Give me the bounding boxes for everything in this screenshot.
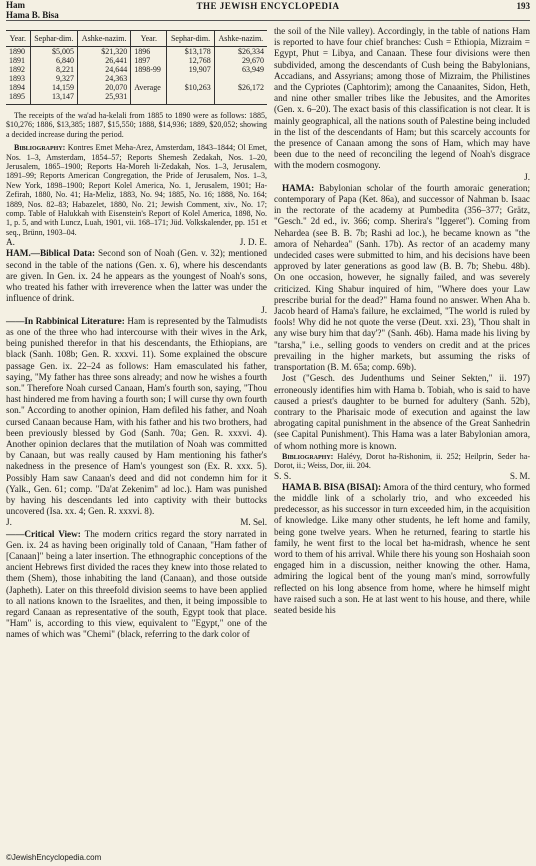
signature-left: J.	[6, 517, 12, 528]
signature-right: M. Sel.	[240, 517, 267, 528]
table-cell	[214, 74, 267, 83]
table-cell: $26,172	[214, 83, 267, 92]
left-column	[6, 26, 267, 641]
header-entry-last: Hama B. Bisa	[6, 10, 59, 20]
subhead-biblical: —Biblical Data:	[30, 248, 96, 259]
ham-biblical-text: Second son of Noah (Gen. v. 32); mentioned second in the table of the nations (Gen. x. 6), where his descendants are given. In Gen. ix. 24 he appears as the youngest of Noah's sons, who treated his father with irreverence when the latter was under the influence of drink.	[6, 248, 268, 304]
signature-right: S. M.	[509, 470, 530, 481]
table-row	[6, 65, 267, 74]
bibliography-label: Bibliography:	[282, 451, 334, 461]
signature-right: J. D. E.	[239, 237, 267, 248]
table-cell: 1895	[6, 92, 30, 105]
table-cell: 24,644	[78, 65, 131, 74]
th-sephardim-1: Sephar-dim.	[30, 31, 77, 47]
signature-critical: J.	[524, 171, 530, 182]
table-row	[6, 83, 267, 92]
header-entry-first: Ham	[6, 0, 25, 10]
table-cell	[167, 92, 214, 105]
receipts-table	[6, 30, 267, 105]
table-cell: 19,907	[167, 65, 214, 74]
ham-critical-paragraph	[6, 529, 267, 641]
table-note: The receipts of the wa'ad ha-kelali from 1885 to 1890 were as follows: 1885, $10,276; 1886, $13,385; 1887, $15,550; 1888, $14,936; 1889, $20,052; showing a decided increase during the period.	[6, 111, 267, 139]
th-ashkenazim-2: Ashke-nazim.	[214, 31, 267, 47]
table-cell: 1894	[9, 83, 25, 92]
subhead-rabbinical: ——In Rabbinical Literature:	[6, 315, 125, 326]
bibliography-halukkah	[6, 143, 267, 237]
table-cell: 24,363	[78, 74, 131, 83]
running-header	[6, 0, 530, 20]
table-row	[6, 56, 267, 65]
table-cell: 20,070	[78, 83, 131, 92]
table-row	[6, 74, 267, 83]
table-cell: 8,221	[30, 65, 77, 74]
entry-title-hama: HAMA:	[282, 182, 315, 193]
table-cell: 29,670	[214, 56, 267, 65]
signature-left: S. S.	[274, 470, 292, 481]
table-cell: $10,263	[167, 83, 214, 92]
receipts-table-header	[6, 31, 267, 47]
bibliography-hama	[274, 452, 530, 471]
right-column	[274, 26, 530, 616]
th-year-1: Year.	[6, 31, 30, 47]
signature-biblical: J.	[261, 304, 267, 315]
copyright-footer: ©JewishEncyclopedia.com	[6, 853, 102, 862]
table-cell: $26,334	[214, 47, 267, 57]
ham-critical-text-left: The modern critics regard the story narrated in Gen. ix. 24 as having been originally told of Canaan, "Ham father of [Canaan]" being a later insertion. The ethnographic conceptions of the ancient Hebrews first divided the races they knew into those related to them (Shem), those inhabiting the land (Canaan), and those outside (Japheth). Later on this threefold division seems to have been applied to all nations known to the Israelites, and then, it being impossible to regard Canaan as representative of the south, Egypt took that place. "Ham" is, according to this view, equivalent to "Egypt," one of the names of which was "Chemi" (black, referring to the dark color of	[6, 528, 267, 640]
table-cell: 1893	[9, 74, 25, 83]
table-cell: 1896	[131, 47, 167, 57]
table-cell: 63,949	[214, 65, 267, 74]
table-cell: 1890	[9, 47, 25, 56]
table-cell	[131, 74, 167, 83]
header-rule	[6, 20, 530, 21]
table-cell: 1892	[9, 65, 25, 74]
header-journal-title: THE JEWISH ENCYCLOPEDIA	[196, 1, 340, 11]
th-sephardim-2: Sephar-dim.	[167, 31, 214, 47]
table-cell: 1898-99	[131, 65, 167, 74]
table-cell: 14,159	[30, 83, 77, 92]
table-cell: 1891	[9, 56, 25, 65]
bibliography-label: Bibliography:	[14, 143, 66, 153]
header-page-number: 193	[516, 1, 530, 11]
hama-bisa-paragraph	[274, 482, 530, 616]
signature-halukkah	[6, 237, 267, 248]
ham-rabbinical-paragraph	[6, 316, 267, 518]
table-row	[6, 47, 267, 57]
ham-biblical-paragraph	[6, 248, 267, 304]
table-cell: $13,178	[167, 47, 214, 57]
signature-left: A.	[6, 237, 15, 248]
table-cell: 1897	[131, 56, 167, 65]
table-row	[6, 92, 267, 105]
hama-paragraph	[274, 183, 530, 373]
ham-rabbinical-text: Ham is represented by the Talmudists as one of the three who had intercourse with their wives in the Ark, being punished therefor in that his descendants, the Ethiopians, are black (Sanh. 108b; Gen. R. xxxvi. 11). Some explained the obscure passage Gen. ix. 22–24 as follows: Ham emasculated his father, saying, "My father has three sons already; and now he wishes a fourth son." Therefore Noah cursed Canaan, Ham's fourth son, saying, "Thou hast hindered me from having a fourth son; I will curse thy own fourth son." According to another opinion, Ham defiled his father, and Noah cursed Canaan because Ham, with his father and his two brothers, had been previously blessed by God (Sanh. 70a; Gen. R. xxxvi. 4). Another opinion declares that the mutilation of Noah was committed by Canaan, but was really caused by Ham mentioning his father's nakedness in the presence of Ham's youngest son (Ex. R. xxx. 5). Possibly Ham saw Canaan's deed and did not condemn him for it (Yalk., Gen. 61; comp. "Da'at Zekenim" ad loc.). Ham was punished by having his descendants led into captivity with their buttocks uncovered (Isa. xx. 4; Gen. R. xxxvi. 8).	[6, 315, 268, 517]
table-cell	[214, 92, 267, 105]
hama-paragraph-2: Jost ("Gesch. des Judenthums und Seiner Sekten," ii. 197) erroneously identifies him with Hama b. Tobiah, who is said to have caused a priest's daughter to be burned for adultery (Sanh. 52b), contrary to the Pharisaic mode of execution and against the law abrogating capital punishment in the absence of the Great Sanhedrin (see Capital Punishment). This Hama was a later Babylonian amora, of whom nothing more is known.	[274, 373, 530, 451]
entry-title-ham: HAM.	[6, 248, 31, 259]
ham-critical-continued: the soil of the Nile valley). Accordingly, in the table of nations Ham is reported to have four chief branches: Cush = Ethiopia, Mizraim = Egypt, Phut = Libya, and Canaan. These four divisions were then subdivided, among the descendants of Cush being the Babylonians, Accadians, and Assyrians; among those of Mizraim, the Philistines and the Cypriotes (Caphtorim); among the Canaanites, Sidon, Heth, and nine other smaller tribes like the Jebusites, and the Amorites (Gen. x. 6–20). The exact basis of this classification is not clear. It is mainly geographical, all the nations south of Palestine being included in the list of the descendants of Ham; but this scarcely accounts for the presence of Canaan among the sons of Ham, which may have been due to the need of reconciling the legend of Noah's disgrace with the modern cosmogony.	[274, 26, 530, 171]
table-cell: 12,768	[167, 56, 214, 65]
hama-bisa-text: Amora of the third century, who formed the middle link of a scholarly trio, and who exceeded his predecessor, as his successor in turn exceeded him, in the acquisition of knowledge. Like many other students, he left home and family, being gone twelve years. When he returned, fearing to startle his family, he went first to the local bet ha-midrash, whence he sent word to them of his arrival. While there his young son Hoshaiah soon engaged him in a discussion, neither knowing the other. Hama, admiring the logical bent of the young man's mind, sorrowfully reflected on his long absence from home, where he himself might have raised such a son. He at last went to his house, and there, while seated beside his	[274, 481, 531, 615]
table-cell: 13,147	[30, 92, 77, 105]
subhead-critical: ——Critical View:	[6, 528, 81, 539]
signature-hama	[274, 471, 530, 482]
table-cell: 6,840	[30, 56, 77, 65]
table-cell: $5,005	[30, 47, 77, 57]
table-cell: 26,441	[78, 56, 131, 65]
table-cell	[131, 92, 167, 105]
th-year-2: Year.	[131, 31, 167, 47]
entry-title-hama-bisa: HAMA B. BISA (BISAI):	[282, 481, 382, 492]
th-ashkenazim-1: Ashke-nazim.	[78, 31, 131, 47]
bibliography-text: Halévy, Dorot ha-Rishonim, ii. 252; Heilprin, Seder ha-Dorot, ii.; Weiss, Dor, iii. 204.	[274, 451, 530, 471]
table-cell: 25,931	[78, 92, 131, 105]
bibliography-text: Kontres Emet Meha-Arez, Amsterdam, 1843–1844; Ol Emet, Nos. 1–3, Amsterdam, 1854–57; Reports Shemesh Zedakah, Nos. 1–20, Jerusalem, 1865–1900; Reports Ha-Moreh li-Zedakah, Nos. 1–3, Jerusalem, 1891–99; Reports American Congregation, the Pride of Jerusalem, Nos. 1–3, New York, 1898–1900; Report Kolel America, No. 1, Jerusalem, 1901; Ha-Zefirah, 1880, No. 41; Ha-Meliz, 1883, No. 94; 1885, No. 16; 1888, No. 164; 1889, Nos. 82–83; Habazelet, 1880, No. 21; Jewish Comment, xiv., No. 17; comp. Table of Halukkah with Eisenstein's Report of Kolel America, 1898, No. 1, p. 5, and with Luncz, Luah, 1901, vii. 168–171; Jüd. Volkskalender, pp. 151 et seq., Brünn, 1903–04.	[6, 143, 268, 237]
table-cell: 9,327	[30, 74, 77, 83]
hama-text: Babylonian scholar of the fourth amoraic generation; contemporary of Papa (Ket. 86a), and successor of Nahman b. Isaac in the rectorate of the academy at Pumbedita (356–377; Grätz, "Gesch." 2d ed., iv. 366; comp. Sherira's "Iggeret"). Coming from Nehardea (see B. B. 7b; Rashi ad loc.), he became known as "the amora of Nehardea" (Sanh. 17b). As rector of an academy many undecided cases were submitted to him, and his decisions have been approved by later generations as good law (B. B. 7b; Shebu. 48b). On one occasion, however, he signally failed, and was severely criticized. King Shabur inquired of him, "Where does your Law prescribe burial for the dead?" Hama found no answer. When Aha b. Jacob heard of Hama's failure, he exclaimed, "The world is ruled by fools! Why did he not quote the verse (Deut. xxi. 23), 'Thou shalt in any wise bury him that day'?" (Sanh. 46b). Hama made his living by "tarsha," i.e., selling goods to venders on credit and at the prices prevailing in the higher markets, but assuming the risks of transportation (B. M. 65a; comp. 69b).	[274, 182, 531, 373]
table-cell	[167, 74, 214, 83]
table-cell: $21,320	[78, 47, 131, 57]
signature-rabbinical	[6, 517, 267, 528]
table-cell: Average	[131, 83, 167, 92]
